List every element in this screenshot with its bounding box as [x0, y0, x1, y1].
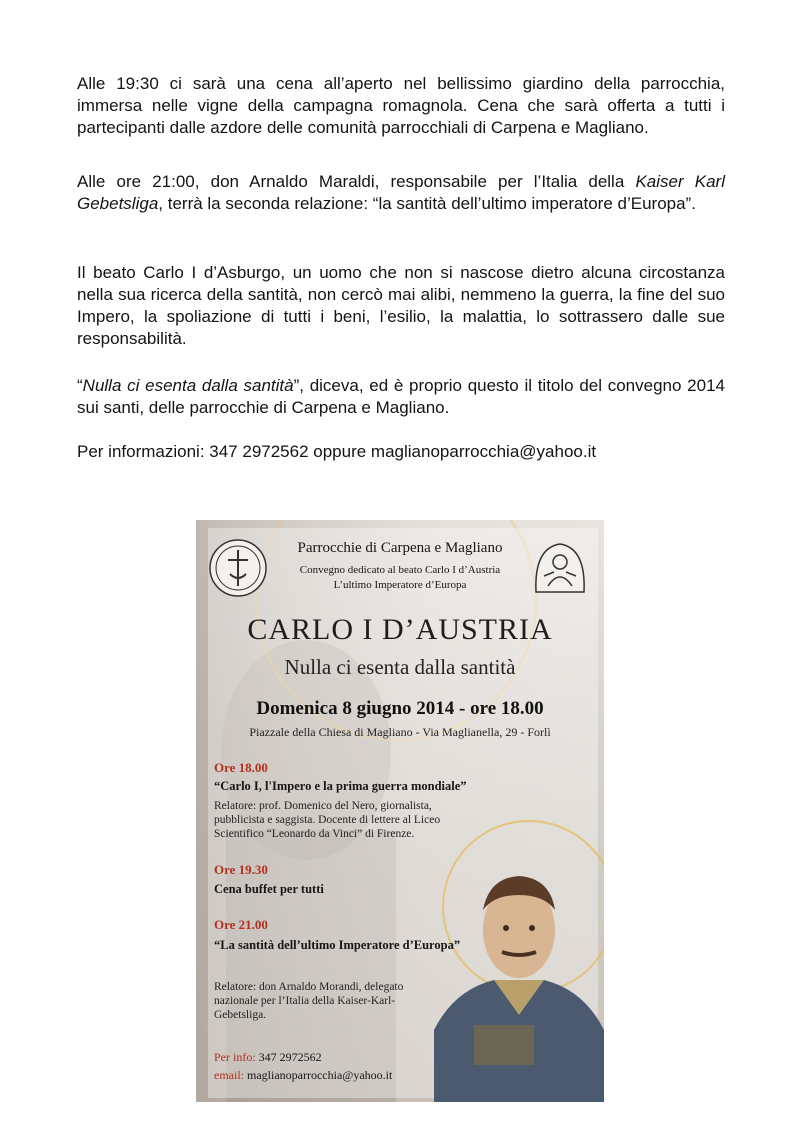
paragraph-title-quote	[77, 375, 725, 419]
event-poster	[196, 520, 604, 1102]
poster-email	[214, 1068, 392, 1083]
session-3-title: “La santità dell’ultimo Imperatore d’Europa”	[214, 938, 461, 952]
paragraph-second-talk	[77, 171, 725, 215]
session-2-title: Cena buffet per tutti	[214, 882, 324, 896]
p2-text-start: Alle ore 21:00, don Arnaldo Maraldi, responsabile per l’Italia della	[77, 172, 636, 191]
email-label: email:	[214, 1068, 244, 1082]
paragraph-dinner: Alle 19:30 ci sarà una cena all’aperto nel bellissimo giardino della parrocchia, immersa nelle vigne della campagna romagnola. Cena che sarà offerta a tutti i partecipanti dalle azdore delle comunità parrocchiali di Carpena e Magliano.	[77, 74, 725, 137]
paragraph-carlo: Il beato Carlo I d’Asburgo, un uomo che non si nascose dietro alcuna circostanza nella sua ricerca della santità, non cercò mai alibi, nemmeno la guerra, la fine del suo Impero, la spoliazione di tutti i beni, l’esilio, la malattia, lo sottrassero dalle sue responsabilità.	[77, 263, 725, 348]
session-2-time: Ore 19.30	[214, 862, 268, 877]
session-1-title: “Carlo I, l'Impero e la prima guerra mondiale”	[214, 779, 467, 793]
portrait-image	[434, 840, 604, 1102]
paragraph-info: Per informazioni: 347 2972562 oppure maglianoparrocchia@yahoo.it	[77, 442, 597, 461]
phone-value: 347 2972562	[255, 1050, 322, 1064]
poster-subtitle: Nulla ci esenta dalla santità	[284, 655, 516, 679]
session-1-time: Ore 18.00	[214, 760, 268, 775]
poster-venue: Piazzale della Chiesa di Magliano - Via Maglianella, 29 - Forlì	[249, 725, 551, 739]
p4-open-quote: “	[77, 376, 83, 395]
p2-italic: Kaiser Karl Gebetsliga	[77, 172, 725, 213]
phone-label: Per info:	[214, 1050, 256, 1064]
poster-date: Domenica 8 giugno 2014 - ore 18.00	[256, 698, 544, 719]
email-value: maglianoparrocchia@yahoo.it	[244, 1068, 393, 1082]
poster-tagline: L’ultimo Imperatore d’Europa	[333, 579, 467, 591]
p2-text-end: , terrà la seconda relazione: “la santità dell’ultimo imperatore d’Europa”.	[158, 194, 696, 213]
poster-phone	[214, 1050, 322, 1065]
p4-text-end: ”, diceva, ed è proprio questo il titolo del convegno 2014 sui santi, delle parrocchie di Carpena e Magliano.	[77, 376, 725, 417]
poster-dedication: Convegno dedicato al beato Carlo I d’Austria	[299, 564, 501, 576]
session-3-time: Ore 21.00	[214, 917, 268, 932]
session-3-speaker: Relatore: don Arnaldo Morandi, delegato nazionale per l’Italia della Kaiser-Karl-Gebetsliga.	[214, 981, 404, 1021]
poster-title: CARLO I D’AUSTRIA	[247, 613, 553, 646]
p4-italic: Nulla ci esenta dalla santità	[82, 376, 294, 395]
poster-organizer: Parrocchie di Carpena e Magliano	[297, 540, 503, 556]
session-1-speaker: Relatore: prof. Domenico del Nero, giornalista, pubblicista e saggista. Docente di lettere al Liceo Scientifico “Leonardo da Vinci” di Firenze.	[214, 800, 441, 840]
